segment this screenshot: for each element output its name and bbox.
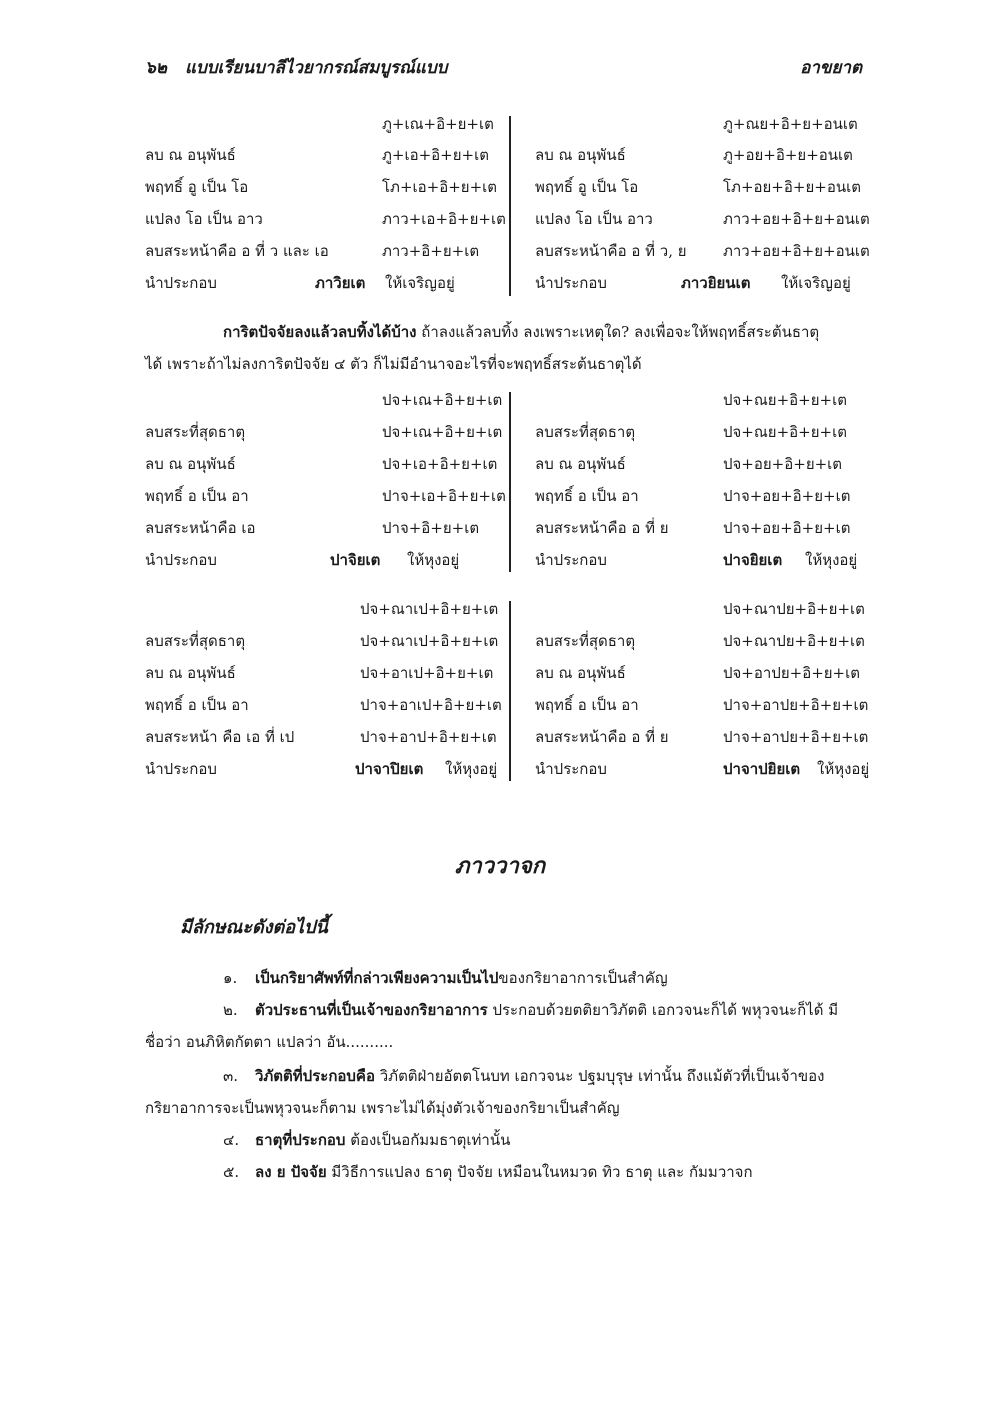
note-bold: การิตปัจจัยลงแล้วลบทิ้งได้บ้าง [223,323,417,341]
step-label: ลบ ณ อนุพันธ์ [145,455,236,473]
final-label: นำประกอบ [145,760,217,778]
step-label: แปลง โอ เป็น อาว [145,210,263,228]
page-number: ๖๒ [145,58,167,78]
note-text-1: ถ้าลงแล้วลบทิ้ง ลงเพราะเหตุใด? ลงเพื่อจะให้พฤทธิ์สระต้นธาตุ [416,323,820,341]
step-form: ปาจ+อาปย+อิ+ย+เต [723,696,869,714]
final-word: ภาวยิยนเต [681,274,751,292]
table-right-column [535,597,870,787]
item-heading: ลง ย ปัจจัย [255,1163,327,1181]
final-label: นำประกอบ [145,274,217,292]
list-item [145,994,865,1058]
conjugation-table-2 [145,388,865,576]
item-heading: วิภัตติที่ประกอบคือ [255,1067,375,1085]
step-form: ปจ+เอ+อิ+ย+เต [382,455,498,473]
step-form: โภ+อย+อิ+ย+อนเต [723,178,861,196]
item-text: ของกริยาอาการเป็นสำคัญ [498,969,668,987]
item-text: ต้องเป็นอกัมมธาตุเท่านั้น [345,1131,511,1149]
final-meaning: ให้หุงอยู่ [805,551,858,569]
step-label: ลบสระหน้า คือ เอ ที่ เป [145,728,295,746]
list-item [145,962,865,994]
step-form: ภาว+อย+อิ+ย+อนเต [723,210,870,228]
item-text: มีวิธีการแปลง ธาตุ ปัจจัย เหมือนในหมวด ทิว ธาตุ และ กัมมวาจก [326,1163,753,1181]
step-label: ลบสระหน้าคือ อ ที่ ย [535,519,669,537]
table-right-column [535,112,870,300]
item-heading: ธาตุที่ประกอบ [255,1131,346,1149]
item-continuation: กริยาอาการจะเป็นพหุวจนะก็ตาม เพราะไม่ได้มุ่งตัวเจ้าของกริยาเป็นสำคัญ [145,1099,620,1117]
step-form: ปาจ+เอ+อิ+ย+เต [382,487,506,505]
step-form: ภู+อย+อิ+ย+อนเต [723,146,853,164]
item-continuation: ชื่อว่า อนภิหิตกัตตา แปลว่า อัน.......... [145,1033,394,1051]
item-text: ประกอบด้วยตติยาวิภัตติ เอกวจนะก็ได้ พหุวจนะก็ได้ มี [487,1001,839,1019]
final-word: ปาจาปิยเต [355,760,424,778]
step-label: แปลง โอ เป็น อาว [535,210,653,228]
final-word: ปาจยิยเต [723,551,783,569]
step-label: ลบสระหน้าคือ อ ที่ ย [535,728,669,746]
step-label: ลบ ณ อนุพันธ์ [145,146,236,164]
item-text: วิภัตติฝ่ายอัตตโนบท เอกวจนะ ปฐมบุรุษ เท่านั้น ถึงแม้ตัวที่เป็นเจ้าของ [374,1067,825,1085]
final-label: นำประกอบ [145,551,217,569]
final-word: ภาวิยเต [315,274,366,292]
page-header-left [145,54,447,81]
note-text-2: ได้ เพราะถ้าไม่ลงการิตปัจจัย ๔ ตัว ก็ไม่มีอำนาจอะไรที่จะพฤทธิ์สระต้นธาตุได้ [145,355,642,373]
step-label: ลบ ณ อนุพันธ์ [535,146,626,164]
table-right-column [535,388,865,576]
initial-form: ปจ+เณ+อิ+ย+เต [382,391,503,409]
step-form: ภู+เอ+อิ+ย+เต [382,146,489,164]
item-number: ๒. [223,1001,238,1019]
step-form: ปาจ+อาปย+อิ+ย+เต [723,728,869,746]
list-item [145,1124,865,1156]
step-form: ปาจ+อาเป+อิ+ย+เต [360,696,502,714]
initial-form: ภู+ณย+อิ+ย+อนเต [723,115,858,133]
step-form: ปจ+ณาเป+อิ+ย+เต [360,632,499,650]
initial-form: ปจ+ณย+อิ+ย+เต [723,391,847,409]
step-form: ปจ+อาปย+อิ+ย+เต [723,664,860,682]
table-left-column [145,388,505,576]
conjugation-table-1 [145,112,870,300]
step-label: พฤทธิ์ อู เป็น โอ [145,178,249,196]
step-form: ปจ+ณย+อิ+ย+เต [723,423,847,441]
step-label: ลบสระหน้าคือ อ ที่ ว, ย [535,242,687,260]
step-form: ภาว+อิ+ย+เต [382,242,480,260]
step-label: ลบสระที่สุดธาตุ [145,423,246,441]
final-meaning: ให้เจริญอยู่ [385,274,455,292]
step-label: พฤทธิ์ อ เป็น อา [145,696,249,714]
step-form: ภาว+อย+อิ+ย+อนเต [723,242,870,260]
step-label: ลบสระที่สุดธาตุ [535,423,636,441]
step-label: ลบสระที่สุดธาตุ [145,632,246,650]
table-left-column [145,597,505,787]
note-paragraph [145,316,865,380]
chapter-title: อาขยาต [800,58,862,78]
step-label: ลบ ณ อนุพันธ์ [145,664,236,682]
final-meaning: ให้เจริญอยู่ [781,274,851,292]
final-word: ปาจาปยิยเต [723,760,801,778]
item-number: ๔. [223,1131,240,1149]
item-heading: ตัวประธานที่เป็นเจ้าของกริยาอาการ [255,1001,488,1019]
final-meaning: ให้หุงอยู่ [407,551,460,569]
item-number: ๑. [223,969,238,987]
section-subtitle: มีลักษณะดังต่อไปนี้ [180,917,328,938]
step-form: ปจ+อาเป+อิ+ย+เต [360,664,494,682]
step-label: ลบ ณ อนุพันธ์ [535,664,626,682]
step-form: ปจ+อย+อิ+ย+เต [723,455,843,473]
column-divider [509,116,511,296]
final-label: นำประกอบ [535,551,607,569]
step-label: ลบสระที่สุดธาตุ [535,632,636,650]
initial-form: ปจ+ณาปย+อิ+ย+เต [723,600,865,618]
section-title: ภาววาจก [454,853,546,879]
step-label: พฤทธิ์ อ เป็น อา [535,696,639,714]
step-label: พฤทธิ์ อ เป็น อา [535,487,639,505]
list-item [145,1156,865,1188]
final-label: นำประกอบ [535,760,607,778]
step-label: ลบสระหน้าคือ เอ [145,519,256,537]
final-meaning: ให้หุงอยู่ [817,760,870,778]
list-item [145,1060,865,1124]
step-form: ปจ+ณาปย+อิ+ย+เต [723,632,865,650]
step-form: ปาจ+อย+อิ+ย+เต [723,519,851,537]
initial-form: ปจ+ณาเป+อิ+ย+เต [360,600,499,618]
conjugation-table-3 [145,597,870,787]
column-divider [509,601,511,781]
step-label: ลบสระหน้าคือ อ ที่ ว และ เอ [145,242,329,260]
final-label: นำประกอบ [535,274,607,292]
item-heading: เป็นกริยาศัพท์ที่กล่าวเพียงความเป็นไป [255,969,499,987]
item-number: ๕. [223,1163,240,1181]
step-label: พฤทธิ์ อ เป็น อา [145,487,249,505]
step-form: โภ+เอ+อิ+ย+เต [382,178,498,196]
final-meaning: ให้หุงอยู่ [445,760,498,778]
book-title: แบบเรียนบาลีไวยากรณ์สมบูรณ์แบบ [185,58,448,78]
step-form: ปาจ+อิ+ย+เต [382,519,480,537]
step-label: ลบ ณ อนุพันธ์ [535,455,626,473]
item-number: ๓. [223,1067,239,1085]
column-divider [509,392,511,572]
step-label: พฤทธิ์ อู เป็น โอ [535,178,639,196]
final-word: ปาจิยเต [330,551,381,569]
initial-form: ภู+เณ+อิ+ย+เต [382,115,494,133]
step-form: ปาจ+อย+อิ+ย+เต [723,487,851,505]
table-left-column [145,112,505,300]
step-form: ภาว+เอ+อิ+ย+เต [382,210,506,228]
step-form: ปจ+เณ+อิ+ย+เต [382,423,503,441]
step-form: ปาจ+อาป+อิ+ย+เต [360,728,497,746]
